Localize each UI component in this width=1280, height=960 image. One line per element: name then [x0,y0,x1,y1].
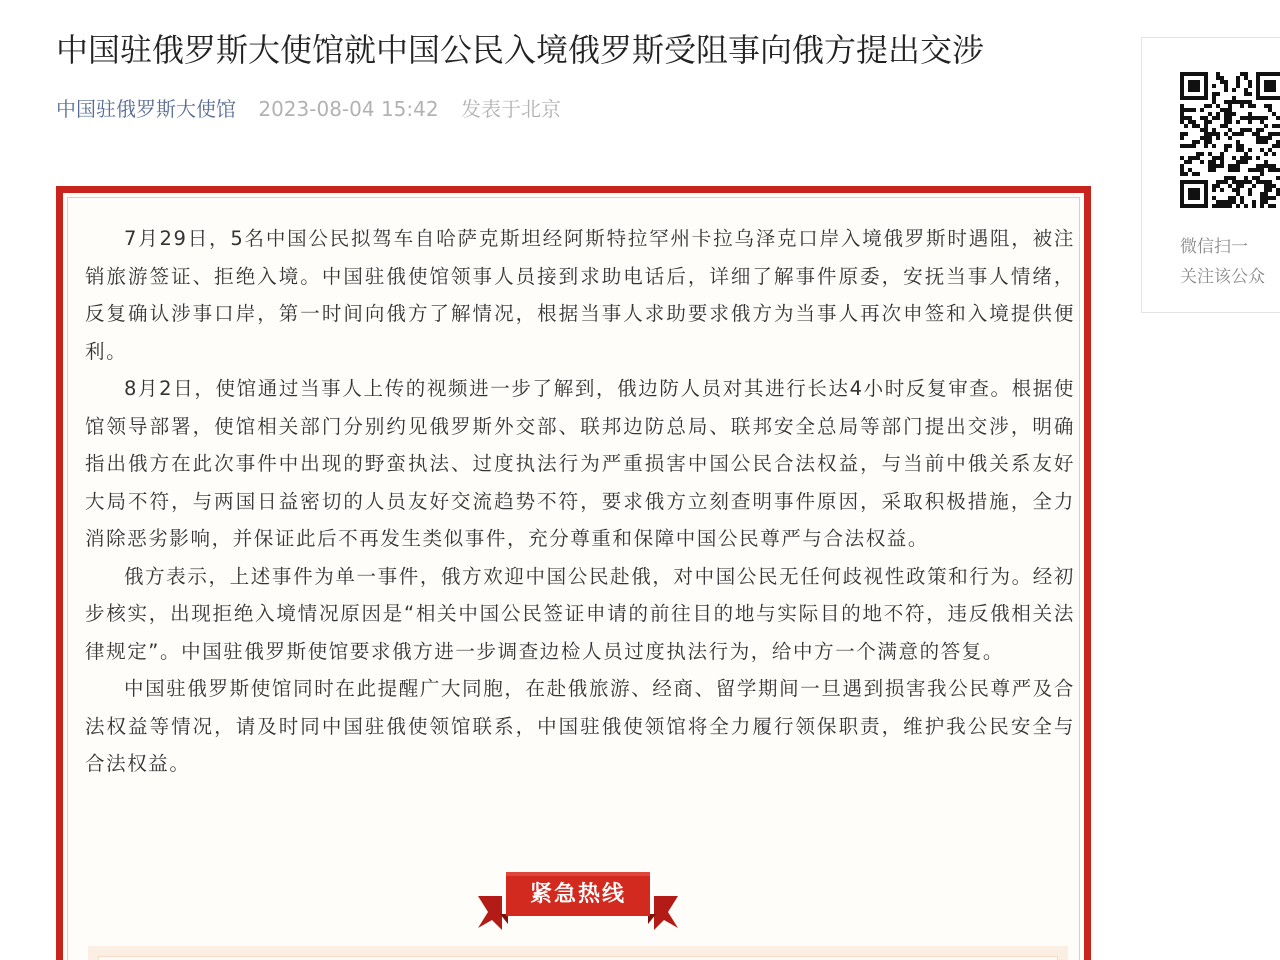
hotline-info-panel [88,946,1068,960]
qr-caption-line2: 关注该公众 [1180,267,1265,287]
qr-caption [1180,232,1280,292]
article-meta [56,94,561,124]
article-body [85,220,1075,783]
paragraph-3: 俄方表示，上述事件为单一事件，俄方欢迎中国公民赴俄，对中国公民无任何歧视性政策和行为。经初步核实，出现拒绝入境情况原因是“相关中国公民签证申请的前往目的地与实际目的地不符，违反俄相关法律规定”。中国驻俄罗斯使馆要求俄方进一步调查边检人员过度执法行为，给中方一个满意的答复。 [85,564,1075,663]
article-content-frame [56,186,1091,960]
account-name-link[interactable]: 中国驻俄罗斯大使馆 [56,97,236,121]
paragraph-2: 8月2日，使馆通过当事人上传的视频进一步了解到，俄边防人员对其进行长达4小时反复审查。根据使馆领导部署，使馆相关部门分别约见俄罗斯外交部、联邦边防总局、联邦安全总局等部门提出交涉，明确指出俄方在此次事件中出现的野蛮执法、过度执法行为严重损害中国公民合法权益，与当前中俄关系友好大局不符，与两国日益密切的人员友好交流趋势不符，要求俄方立刻查明事件原因，采取积极措施，全力消除恶劣影响，并保证此后不再发生类似事件，充分尊重和保障中国公民尊严与合法权益。 [85,377,1075,550]
qr-caption-line1: 微信扫一 [1180,237,1248,257]
publish-time: 2023-08-04 15:42 [258,97,439,121]
hotline-label: 紧急热线 [529,882,626,907]
publish-location: 发表于北京 [460,97,561,121]
hotline-banner [478,868,678,934]
paragraph-4: 中国驻俄罗斯使馆同时在此提醒广大同胞，在赴俄旅游、经商、留学期间一旦遇到损害我公民尊严及合法权益等情况，请及时同中国驻俄使领馆联系，中国驻俄使领馆将全力履行领保职责，维护我公民安全与合法权益。 [85,677,1075,775]
qr-code-card [1141,37,1280,313]
hotline-info-inner [98,956,1058,960]
article-title: 中国驻俄罗斯大使馆就中国公民入境俄罗斯受阻事向俄方提出交涉 [56,31,985,69]
article-inner-border [67,197,1080,960]
paragraph-1: 7月29日，5名中国公民拟驾车自哈萨克斯坦经阿斯特拉罕州卡拉乌泽克口岸入境俄罗斯时遇阻，被注销旅游签证、拒绝入境。中国驻俄使馆领事人员接到求助电话后，详细了解事件原委，安抚当事人情绪，反复确认涉事口岸，第一时间向俄方了解情况，根据当事人求助要求俄方为当事人再次申签和入境提供便利。 [85,227,1075,363]
qr-code-icon[interactable] [1180,72,1280,208]
